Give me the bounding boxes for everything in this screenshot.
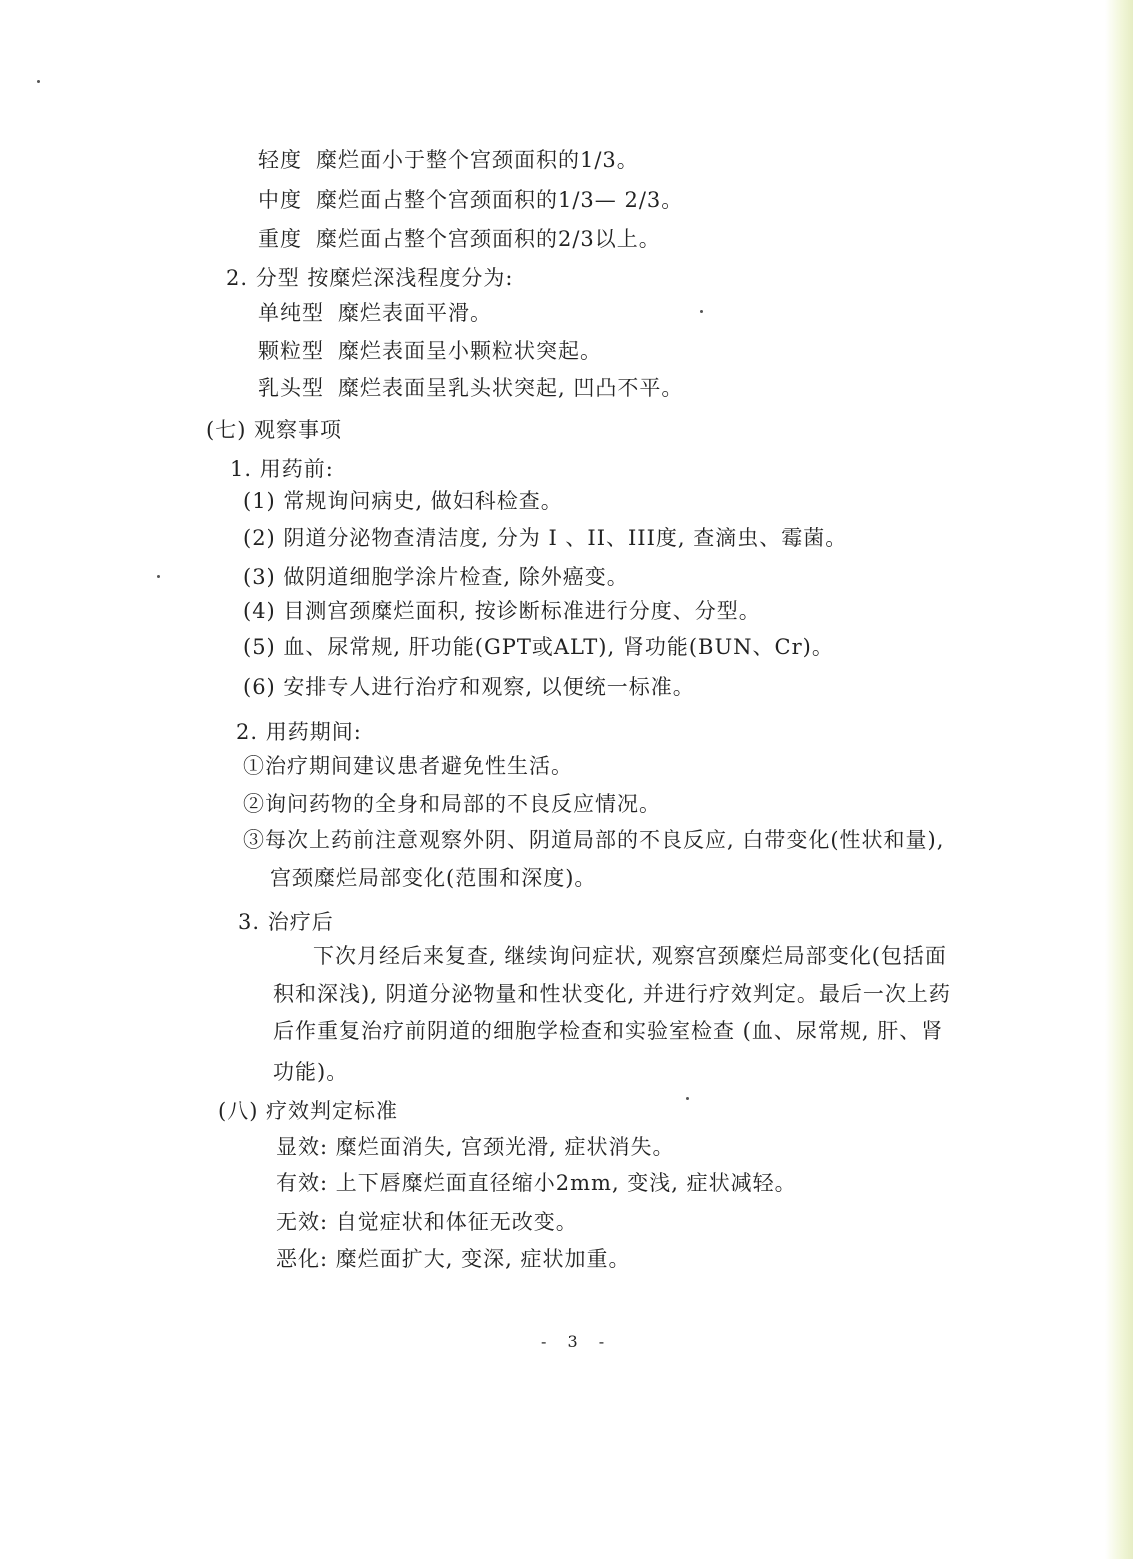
- during-item: ③每次上药前注意观察外阴、阴道局部的不良反应, 白带变化(性状和量),: [243, 828, 945, 852]
- classification-granular: [258, 337, 602, 365]
- during-item: ②询问药物的全身和局部的不良反应情况。: [243, 792, 661, 816]
- severity-term: 轻度: [258, 148, 302, 172]
- type-text: 糜烂表面平滑。: [338, 301, 492, 325]
- before-item: (3) 做阴道细胞学涂片检查, 除外癌变。: [243, 565, 629, 589]
- efficacy-term: 有效:: [276, 1171, 329, 1195]
- type-term: 颗粒型: [258, 339, 324, 363]
- page-edge-shading: [1105, 0, 1133, 1559]
- type-text: 糜烂表面呈乳头状突起, 凹凸不平。: [338, 376, 684, 400]
- section-seven-title: (七) 观察事项: [206, 418, 343, 442]
- severity-severe: [258, 225, 661, 253]
- before-item: (6) 安排专人进行治疗和观察, 以便统一标准。: [243, 675, 695, 699]
- after-paragraph-line: 功能)。: [273, 1060, 349, 1084]
- efficacy-term: 无效:: [276, 1210, 329, 1234]
- during-item-continued: 宫颈糜烂局部变化(范围和深度)。: [270, 866, 597, 890]
- efficacy-text: 糜烂面消失, 宫颈光滑, 症状消失。: [335, 1135, 675, 1159]
- before-item: (2) 阴道分泌物查清洁度, 分为 I 、II、III度, 查滴虫、霉菌。: [243, 526, 848, 550]
- efficacy-effective: [276, 1169, 797, 1197]
- before-item: (4) 目测宫颈糜烂面积, 按诊断标准进行分度、分型。: [243, 599, 761, 623]
- scan-speck: [686, 1097, 689, 1100]
- severity-moderate: [258, 186, 683, 214]
- type-term: 乳头型: [258, 376, 324, 400]
- efficacy-term: 恶化:: [276, 1247, 329, 1271]
- efficacy-worsened: [276, 1245, 630, 1273]
- type-term: 单纯型: [258, 301, 324, 325]
- efficacy-text: 糜烂面扩大, 变深, 症状加重。: [335, 1247, 631, 1271]
- classification-papillary: [258, 374, 683, 402]
- before-item: (5) 血、尿常规, 肝功能(GPT或ALT), 肾功能(BUN、Cr)。: [243, 635, 834, 659]
- severity-text: 糜烂面占整个宫颈面积的1/3— 2/3。: [316, 188, 684, 212]
- severity-mild: [258, 146, 639, 174]
- efficacy-text: 上下唇糜烂面直径缩小2mm, 变浅, 症状减轻。: [335, 1171, 797, 1195]
- efficacy-term: 显效:: [276, 1135, 329, 1159]
- section-eight-title: (八) 疗效判定标准: [218, 1099, 399, 1123]
- during-medication-heading: 2. 用药期间:: [236, 720, 362, 744]
- efficacy-text: 自觉症状和体征无改变。: [335, 1210, 578, 1234]
- after-treatment-heading: 3. 治疗后: [238, 910, 334, 934]
- during-item: ①治疗期间建议患者避免性生活。: [243, 754, 573, 778]
- classification-simple: [258, 299, 492, 327]
- severity-text: 糜烂面小于整个宫颈面积的1/3。: [316, 148, 639, 172]
- before-medication-heading: 1. 用药前:: [230, 457, 334, 481]
- severity-text: 糜烂面占整个宫颈面积的2/3以上。: [316, 227, 661, 251]
- scan-speck: [700, 310, 703, 313]
- severity-term: 重度: [258, 227, 302, 251]
- scan-speck: [157, 575, 160, 578]
- efficacy-ineffective: [276, 1208, 578, 1236]
- efficacy-marked: [276, 1133, 674, 1161]
- page-number: - 3 -: [541, 1332, 613, 1351]
- before-item: (1) 常规询问病史, 做妇科检查。: [243, 489, 563, 513]
- after-paragraph-line: 后作重复治疗前阴道的细胞学检查和实验室检查 (血、尿常规, 肝、肾: [273, 1019, 944, 1043]
- type-text: 糜烂表面呈小颗粒状突起。: [338, 339, 602, 363]
- scan-speck: [37, 80, 40, 83]
- after-paragraph-line: 积和深浅), 阴道分泌物量和性状变化, 并进行疗效判定。最后一次上药: [273, 982, 951, 1006]
- classification-heading: 2. 分型 按糜烂深浅程度分为:: [226, 266, 514, 290]
- after-paragraph-line: 下次月经后来复查, 继续询问症状, 观察宫颈糜烂局部变化(包括面: [313, 944, 947, 968]
- severity-term: 中度: [258, 188, 302, 212]
